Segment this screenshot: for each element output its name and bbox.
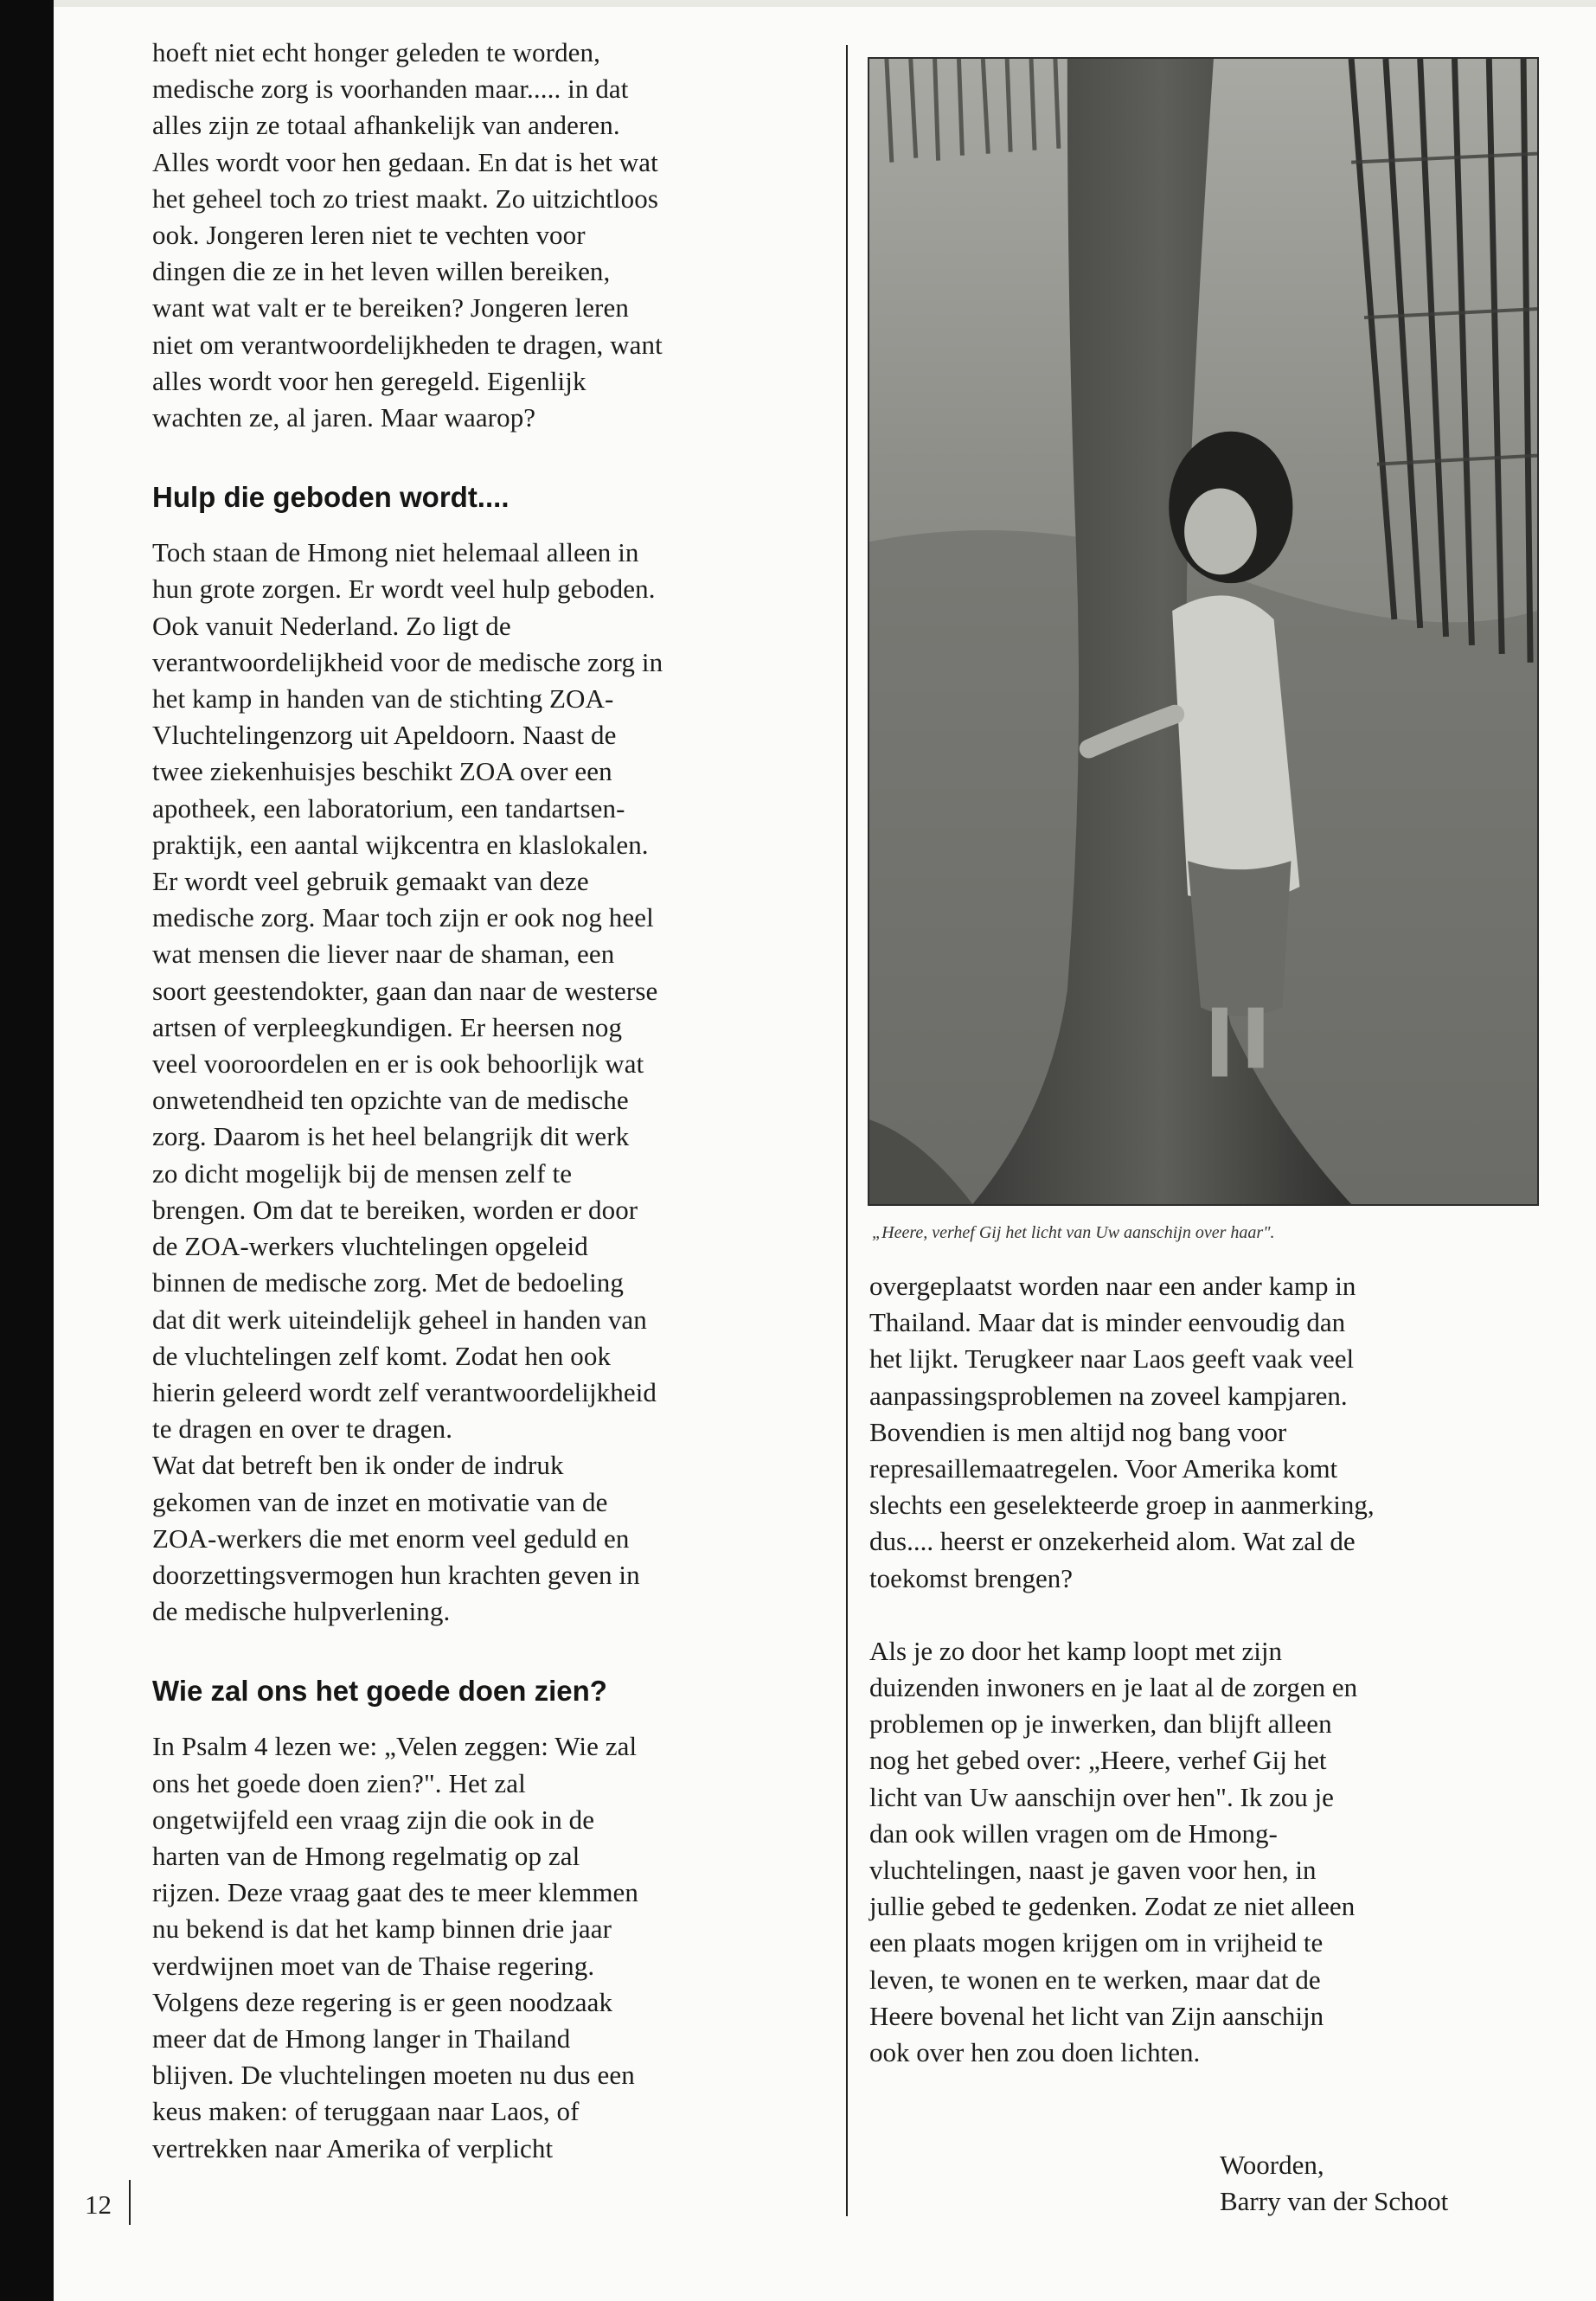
heading-wie-zal: Wie zal ons het goede doen zien? (152, 1675, 607, 1708)
page-edge-bar (0, 0, 54, 2301)
signature-line-1: Woorden, (1220, 2150, 1324, 2180)
signature-author: Barry van der Schoot (1220, 2186, 1449, 2216)
page-number: 12 (85, 2189, 112, 2220)
photo-image (869, 59, 1537, 1204)
left-paragraph-1: hoeft niet echt honger geleden te worden, medische zorg is voorhanden maar..... in dat alles zijn ze totaal afhankelijk van anderen. Alles wordt voor hen gedaan. En dat is het wat het geheel toch zo triest maakt. Zo uitzichtloos ook. Jongeren leren niet te vechten voor dingen die ze in het leven willen bereiken, want wat valt er te bereiken? Jongeren leren niet om verantwoordelijkheden te dragen, want alles wordt voor hen geregeld. Eigenlijk wachten ze, al jaren. Maar waarop? (152, 37, 663, 433)
left-paragraph-3: In Psalm 4 lezen we: „Velen zeggen: Wie zal ons het goede doen zien?". Het zal ongetwijfeld een vraag zijn die ook in de harten van de Hmong regelmatig op zal rijzen. Deze vraag gaat des te meer klemmen nu bekend is dat het kamp binnen drie jaar verdwijnen moet van de Thaise regering. Volgens deze regering is er geen noodzaak meer dat de Hmong langer in Thailand blijven. De vluchtelingen moeten nu dus een keus maken: of teruggaan naar Laos, of vertrekken naar Amerika of verplicht (152, 1731, 639, 2163)
column-divider (846, 45, 848, 2216)
right-column (869, 1268, 1544, 2071)
left-paragraph-2: Toch staan de Hmong niet helemaal alleen in hun grote zorgen. Er wordt veel hulp geboden. Ook vanuit Nederland. Zo ligt de verantwoordelijkheid voor de medische zorg in het kamp in handen van de stichting ZOA- Vluchtelingenzorg uit Apeldoorn. Naast de twee ziekenhuisjes beschikt ZOA over een apotheek, een laboratorium, een tandartsen- praktijk, een aantal wijkcentra en klaslokalen. Er wordt veel gebruik gemaakt van deze medische zorg. Maar toch zijn er ook nog heel wat mensen die liever naar de shaman, een soort geestendokter, gaan dan naar de westerse artsen of verpleegkundigen. Er heersen nog veel vooroordelen en er is ook behoorlijk wat onwetendheid ten opzichte van de medische zorg. Daarom is het heel belangrijk dit werk zo dicht mogelijk bij de mensen zelf te brengen. Om dat te bereiken, worden er door de ZOA-werkers vluchtelingen opgeleid binnen de medische zorg. Met de bedoeling dat dit werk uiteindelijk geheel in handen van de vluchtelingen zelf komt. Zodat hen ook hierin geleerd wordt zelf verantwoordelijkheid te dragen en over te dragen. Wat dat betreft ben ik onder de indruk gekomen van de inzet en motivatie van de ZOA-werkers die met enorm veel geduld en doorzettingsvermogen hun krachten geven in de medische hulpverlening. (152, 537, 663, 1627)
left-column (152, 35, 836, 2167)
page-top-strip (54, 0, 1596, 7)
photo-child-at-tree (868, 57, 1539, 1206)
photo-caption: „Heere, verhef Gij het licht van Uw aanschijn over haar". (872, 1223, 1275, 1242)
right-paragraph-1: overgeplaatst worden naar een ander kamp in Thailand. Maar dat is minder eenvoudig dan het lijkt. Terugkeer naar Laos geeft vaak veel aanpassingsproblemen na zoveel kampjaren. Bovendien is men altijd nog bang voor represaillemaatregelen. Voor Amerika komt slechts een geselekteerde groep in aanmerking, dus.... heerst er onzekerheid alom. Wat zal de toekomst brengen? (869, 1271, 1375, 1593)
page-number-rule (129, 2180, 131, 2225)
heading-hulp: Hulp die geboden wordt.... (152, 481, 510, 514)
right-paragraph-2: Als je zo door het kamp loopt met zijn duizenden inwoners en je laat al de zorgen en problemen op je inwerken, dan blijft alleen nog het gebed over: „Heere, verhef Gij het licht van Uw aanschijn over hen". Ik zou je dan ook willen vragen om de Hmong- vluchtelingen, naast je gaven voor hen, in jullie gebed te gedenken. Zodat ze niet alleen een plaats mogen krijgen om in vrijheid te leven, te wonen en te werken, maar dat de Heere bovenal het licht van Zijn aanschijn ook over hen zou doen lichten. (869, 1635, 1358, 2068)
signature (1220, 2147, 1448, 2220)
